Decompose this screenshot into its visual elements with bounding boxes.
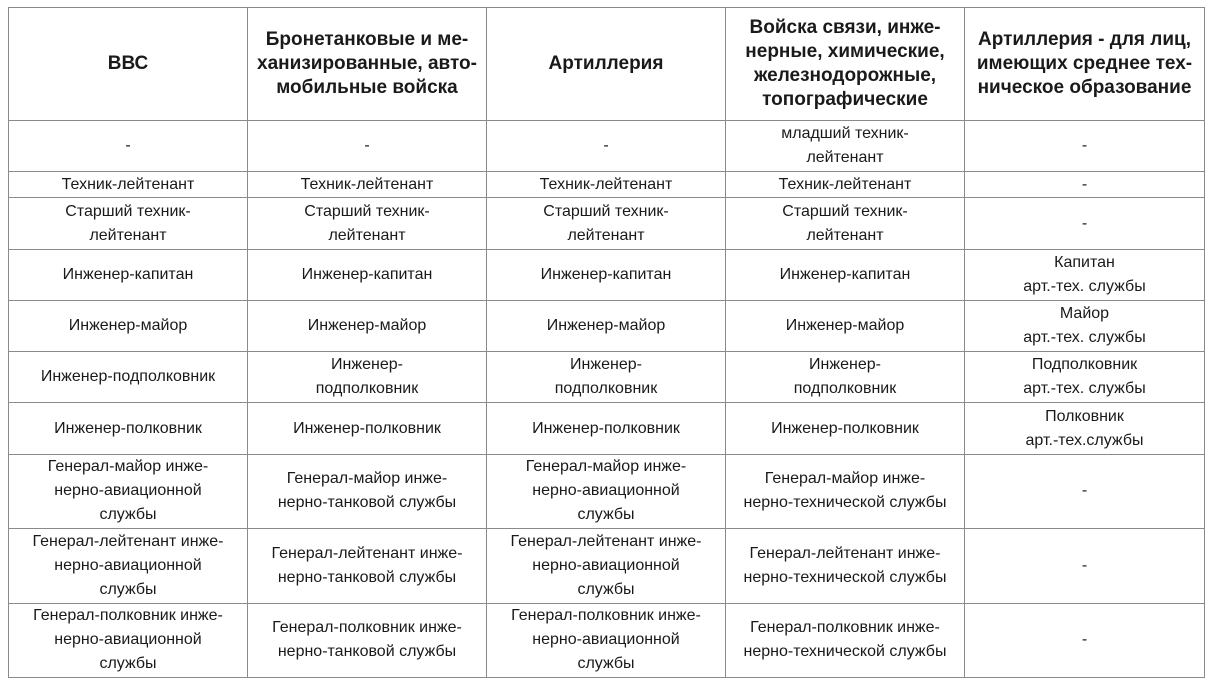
- table-cell: Генерал-майор инже- нерно-авиационной службы: [9, 454, 248, 528]
- table-row: [9, 603, 1205, 677]
- table-cell: -: [965, 529, 1205, 603]
- table-cell: Генерал-полковник инже- нерно-технической службы: [726, 603, 965, 677]
- header-signal-engineer-troops: Войска связи, инже- нерные, химические, железнодорожные, топографические: [726, 8, 965, 121]
- table-row: [9, 172, 1205, 198]
- table-cell: Старший техник- лейтенант: [487, 198, 726, 249]
- table-cell: Инженер-майор: [9, 300, 248, 351]
- header-vvs: ВВС: [9, 8, 248, 121]
- table-row: [9, 249, 1205, 300]
- table-cell: Полковник арт.-тех.службы: [965, 403, 1205, 454]
- table-cell: младший техник- лейтенант: [726, 121, 965, 172]
- table-cell: -: [965, 603, 1205, 677]
- table-row: [9, 198, 1205, 249]
- table-cell: Инженер-капитан: [487, 249, 726, 300]
- table-cell: Майор арт.-тех. службы: [965, 300, 1205, 351]
- table-cell: Инженер-капитан: [726, 249, 965, 300]
- table-cell: Генерал-майор инже- нерно-технической службы: [726, 454, 965, 528]
- table-cell: Генерал-полковник инже- нерно-авиационной службы: [9, 603, 248, 677]
- table-cell: -: [965, 454, 1205, 528]
- table-row: [9, 454, 1205, 528]
- table-cell: Генерал-лейтенант инже- нерно-технической службы: [726, 529, 965, 603]
- table-cell: Инженер-полковник: [726, 403, 965, 454]
- table-cell: Генерал-лейтенант инже- нерно-танковой службы: [248, 529, 487, 603]
- table-cell: Техник-лейтенант: [248, 172, 487, 198]
- header-artillery: Артиллерия: [487, 8, 726, 121]
- header-row: [9, 8, 1205, 121]
- table-cell: -: [248, 121, 487, 172]
- table-cell: Капитан арт.-тех. службы: [965, 249, 1205, 300]
- table-cell: Старший техник- лейтенант: [726, 198, 965, 249]
- table-cell: Генерал-майор инже- нерно-авиационной службы: [487, 454, 726, 528]
- header-artillery-secondary-tech: Артиллерия - для лиц, имеющих среднее тех- ническое образование: [965, 8, 1205, 121]
- table-cell: Инженер-майор: [726, 300, 965, 351]
- table-cell: Инженер-полковник: [487, 403, 726, 454]
- table-cell: Подполковник арт.-тех. службы: [965, 352, 1205, 403]
- table-cell: -: [965, 198, 1205, 249]
- table-cell: Инженер-полковник: [9, 403, 248, 454]
- table-cell: Инженер-полковник: [248, 403, 487, 454]
- table-cell: -: [487, 121, 726, 172]
- table-cell: Техник-лейтенант: [487, 172, 726, 198]
- table-cell: Старший техник- лейтенант: [9, 198, 248, 249]
- table-cell: Инженер- подполковник: [726, 352, 965, 403]
- table-cell: Генерал-лейтенант инже- нерно-авиационной службы: [9, 529, 248, 603]
- table-cell: Инженер-капитан: [248, 249, 487, 300]
- table-cell: Генерал-майор инже- нерно-танковой службы: [248, 454, 487, 528]
- table-cell: Старший техник- лейтенант: [248, 198, 487, 249]
- table-cell: -: [9, 121, 248, 172]
- table-row: [9, 529, 1205, 603]
- table-cell: Инженер-капитан: [9, 249, 248, 300]
- table-row: [9, 121, 1205, 172]
- header-armored-troops: Бронетанковые и ме- ханизированные, авто- мобильные войска: [248, 8, 487, 121]
- table-cell: Инженер-подполковник: [9, 352, 248, 403]
- table-row: [9, 352, 1205, 403]
- table-cell: Инженер- подполковник: [487, 352, 726, 403]
- ranks-table: [8, 7, 1205, 678]
- table-cell: Инженер-майор: [248, 300, 487, 351]
- table-cell: Генерал-лейтенант инже- нерно-авиационной службы: [487, 529, 726, 603]
- table-cell: Генерал-полковник инже- нерно-танковой службы: [248, 603, 487, 677]
- table-cell: Инженер- подполковник: [248, 352, 487, 403]
- table-cell: Инженер-майор: [487, 300, 726, 351]
- table-row: [9, 403, 1205, 454]
- table-cell: -: [965, 172, 1205, 198]
- table-cell: -: [965, 121, 1205, 172]
- table-row: [9, 300, 1205, 351]
- table-cell: Техник-лейтенант: [9, 172, 248, 198]
- table-cell: Техник-лейтенант: [726, 172, 965, 198]
- table-cell: Генерал-полковник инже- нерно-авиационной службы: [487, 603, 726, 677]
